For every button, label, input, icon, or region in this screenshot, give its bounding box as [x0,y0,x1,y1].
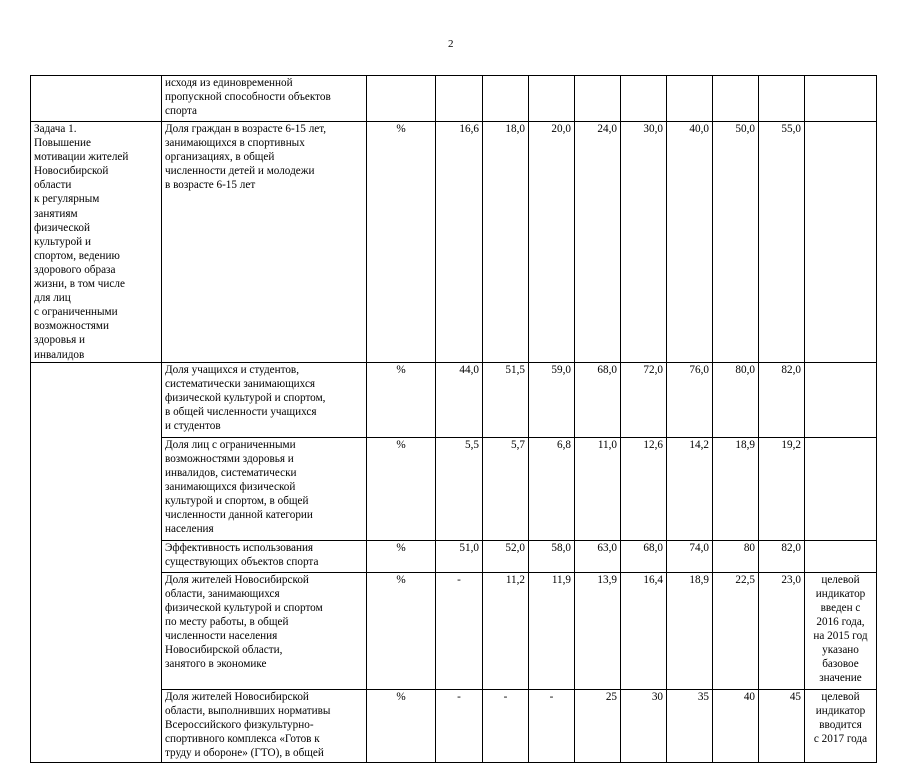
indicator-cell: Доля граждан в возрасте 6-15 лет, занимающихся в спортивных организациях, в общей численности детей и молодежи в возрасте 6-15 лет [162,122,367,363]
value-cell: 18,9 [713,437,759,540]
unit-cell: % [367,437,436,540]
value-cell: 11,2 [483,572,529,689]
value-cell: 40 [713,689,759,762]
value-cell [667,76,713,122]
indicator-cell: Доля лиц с ограниченными возможностями здоровья и инвалидов, систематически занимающихся физической культурой и спортом, в общей численности данной категории населения [162,437,367,540]
value-cell: 23,0 [759,572,805,689]
task-cell-empty [31,572,162,689]
value-cell: 58,0 [529,540,575,572]
note-cell [805,76,877,122]
value-cell: 13,9 [575,572,621,689]
value-cell: 59,0 [529,362,575,437]
value-cell [529,76,575,122]
value-cell: - [436,572,483,689]
indicator-cell: Доля учащихся и студентов, систематически занимающихся физической культурой и спортом, в общей численности учащихся и студентов [162,362,367,437]
value-cell: 82,0 [759,362,805,437]
value-cell: 51,0 [436,540,483,572]
value-cell: 50,0 [713,122,759,363]
task-cell-empty [31,540,162,572]
value-cell [621,76,667,122]
value-cell: 11,0 [575,437,621,540]
table-row [31,362,877,437]
value-cell: 6,8 [529,437,575,540]
value-cell: 55,0 [759,122,805,363]
indicator-cell: Доля жителей Новосибирской области, выполнивших нормативы Всероссийского физкультурно- спортивного комплекса «Готов к труду и обороне» (ГТО), в общей [162,689,367,762]
value-cell: 18,9 [667,572,713,689]
value-cell: 76,0 [667,362,713,437]
unit-cell: % [367,540,436,572]
value-cell: 52,0 [483,540,529,572]
indicators-table [30,75,877,763]
value-cell: 22,5 [713,572,759,689]
value-cell: 30,0 [621,122,667,363]
note-cell [805,362,877,437]
table-row [31,122,877,363]
value-cell: 80,0 [713,362,759,437]
note-cell [805,122,877,363]
note-cell [805,437,877,540]
value-cell: 11,9 [529,572,575,689]
table-row [31,689,877,762]
value-cell [436,76,483,122]
value-cell [483,76,529,122]
unit-cell: % [367,122,436,363]
value-cell: 68,0 [621,540,667,572]
unit-cell [367,76,436,122]
value-cell: 80 [713,540,759,572]
task-cell-empty [31,437,162,540]
table-row [31,76,877,122]
indicator-cell: исходя из единовременной пропускной способности объектов спорта [162,76,367,122]
note-cell [805,540,877,572]
unit-cell: % [367,362,436,437]
page-number: 2 [448,38,454,50]
value-cell: 72,0 [621,362,667,437]
task-cell-empty [31,689,162,762]
value-cell: 63,0 [575,540,621,572]
task-cell-empty [31,76,162,122]
note-cell: целевой индикатор введен с 2016 года, на 2015 год указано базовое значение [805,572,877,689]
value-cell: - [483,689,529,762]
value-cell: 5,5 [436,437,483,540]
value-cell: 30 [621,689,667,762]
table-row [31,437,877,540]
value-cell: 51,5 [483,362,529,437]
value-cell: 68,0 [575,362,621,437]
table-row [31,540,877,572]
unit-cell: % [367,572,436,689]
value-cell: 45 [759,689,805,762]
value-cell [713,76,759,122]
value-cell: 16,6 [436,122,483,363]
indicator-cell: Доля жителей Новосибирской области, занимающихся физической культурой и спортом по месту работы, в общей численности населения Новосибирской области, занятого в экономике [162,572,367,689]
value-cell: 20,0 [529,122,575,363]
value-cell: 24,0 [575,122,621,363]
note-cell: целевой индикатор вводится с 2017 года [805,689,877,762]
indicator-cell: Эффективность использования существующих объектов спорта [162,540,367,572]
value-cell: 16,4 [621,572,667,689]
value-cell: - [529,689,575,762]
unit-cell: % [367,689,436,762]
value-cell: 74,0 [667,540,713,572]
value-cell [759,76,805,122]
value-cell: 82,0 [759,540,805,572]
task-cell-empty [31,362,162,437]
value-cell: - [436,689,483,762]
value-cell: 44,0 [436,362,483,437]
value-cell: 18,0 [483,122,529,363]
value-cell: 5,7 [483,437,529,540]
value-cell: 14,2 [667,437,713,540]
value-cell [575,76,621,122]
value-cell: 19,2 [759,437,805,540]
value-cell: 25 [575,689,621,762]
value-cell: 12,6 [621,437,667,540]
task-cell: Задача 1. Повышение мотивации жителей Новосибирской области к регулярным занятиям физической культурой и спортом, ведению здорового образа жизни, в том числе для лиц с ограниченными возможностями здоровья и инвалидов [31,122,162,363]
value-cell: 35 [667,689,713,762]
table-row [31,572,877,689]
value-cell: 40,0 [667,122,713,363]
